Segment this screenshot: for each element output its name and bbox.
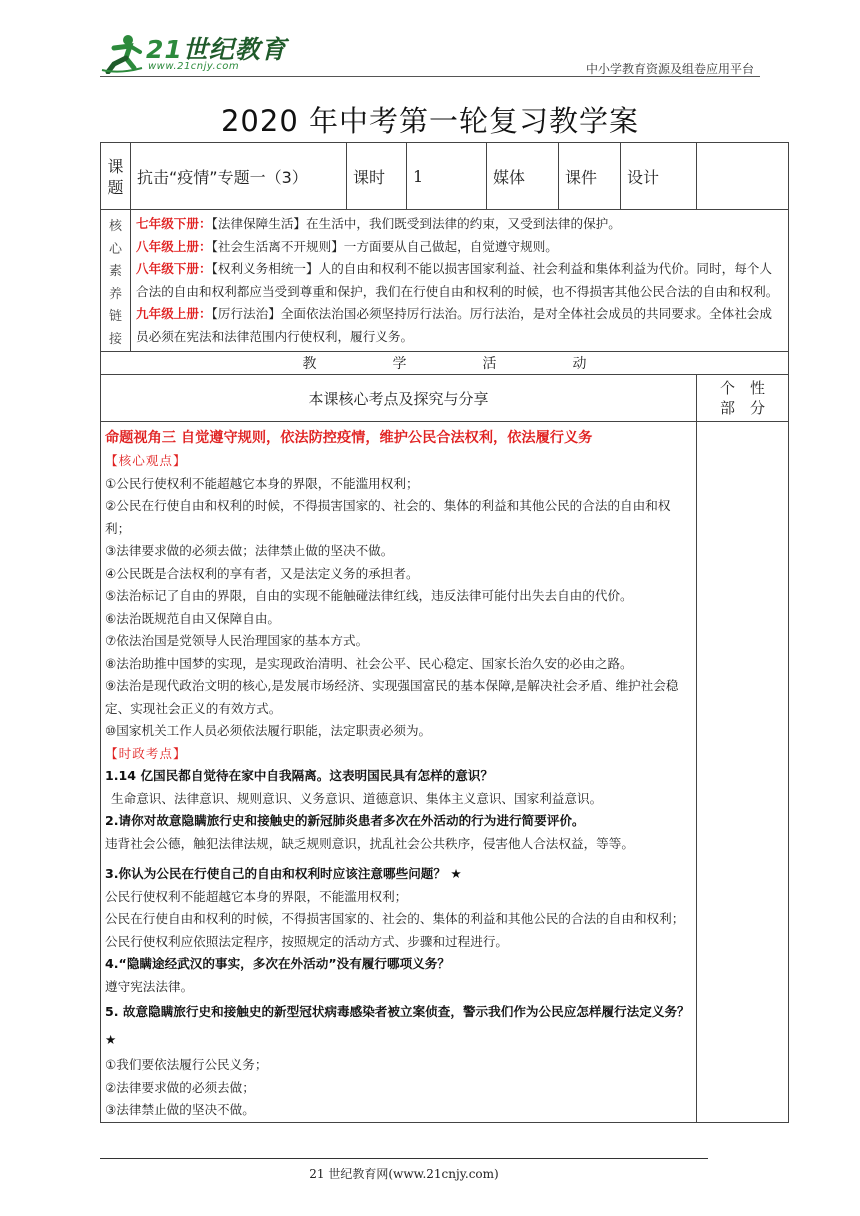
- topic-value: 抗击“疫情”专题一（3）: [131, 143, 347, 210]
- answer-3-line: 公民行使权利不能超越它本身的界限，不能滥用权利；: [105, 888, 408, 904]
- design-value: [697, 143, 789, 210]
- logo-name: 世纪教育: [182, 35, 287, 64]
- lesson-plan-table: [100, 142, 789, 1123]
- runner-logo-icon: [100, 34, 144, 74]
- point-item: ⑩国家机关工作人员必须依法履行职能，法定职责必须为。: [105, 723, 432, 738]
- site-logo[interactable]: [100, 28, 360, 80]
- core-text: 【厉行法治】全面依法治国必须坚持厉行法治。厉行法治，是对全体社会成员的共同要求。全体社会成员必须在宪法和法律范围内行使权利，履行义务。: [136, 306, 772, 344]
- core-text: 【权利义务相统一】人的自由和权利不能以损害国家利益、社会利益和集体利益为代价。同时，每个人合法的自由和权利都应当受到尊重和保护，我们在行使自由和权利的时候，也不得损害其他公民合法的自由和权利。: [136, 261, 779, 299]
- header-divider: [100, 76, 760, 77]
- core-label: 核心素养链接: [108, 219, 122, 347]
- grade-label: 八年级下册：: [136, 261, 212, 276]
- answer-1: 生命意识、法律意识、规则意识、义务意识、道德意识、集体主义意识、国家利益意识。: [111, 790, 603, 806]
- answer-5-line: ③法律禁止做的坚决不做。: [105, 1102, 255, 1117]
- answer-5-line: ①我们要依法履行公民义务；: [105, 1057, 268, 1072]
- core-text: 【社会生活离不开规则】一方面要从自己做起，自觉遵守规则。: [211, 238, 558, 254]
- activity-char: 活: [482, 356, 497, 372]
- spacer: [105, 855, 691, 863]
- footer-divider: [100, 1158, 708, 1159]
- footer-text[interactable]: 21 世纪教育网(www.21cnjy.com): [309, 1167, 499, 1181]
- answer-3-line: 公民行使权利应依照法定程序，按照规定的活动方式、步骤和过程进行。: [105, 933, 508, 949]
- core-line: [136, 258, 783, 303]
- point-item: ④公民既是合法权利的享有者，又是法定义务的承担者。: [105, 565, 419, 581]
- point-item: ⑦依法治国是党领导人民治理国家的基本方式。: [105, 633, 369, 648]
- activity-char: 动: [572, 356, 587, 372]
- point-item: ⑤法治标记了自由的界限，自由的实现不能触碰法律红线，违反法律可能付出失去自由的代价。: [105, 588, 633, 603]
- grade-label: 七年级下册：: [136, 216, 212, 231]
- logo-url: www.21cnjy.com: [148, 61, 240, 72]
- activity-char: 教: [302, 356, 317, 372]
- answer-5-line: ②法律要求做的必须去做；: [105, 1079, 255, 1095]
- content-row: [101, 422, 789, 1123]
- point-item: ③法律要求做的必须去做；法律禁止做的坚决不做。: [105, 543, 394, 558]
- header-platform-text: 中小学教育资源及组卷应用平台: [585, 62, 754, 76]
- point-item: ①公民行使权利不能超越它本身的界限，不能滥用权利；: [105, 475, 419, 491]
- topic-label: 课题: [107, 157, 124, 197]
- personal-section-cell: [697, 422, 789, 1123]
- core-label-cell: [101, 210, 131, 352]
- point-item: ⑨法治是现代政治文明的核心,是发展市场经济、实现强国富民的基本保障,是解决社会矛盾、维护社会稳定、实现社会正义的有效方式。: [105, 678, 679, 716]
- question-3: 3.你认为公民在行使自己的自由和权利时应该注意哪些问题？ ★: [105, 866, 462, 881]
- topic-label-cell: [101, 143, 131, 210]
- personal-line: 部 分: [719, 399, 765, 417]
- core-content: [131, 210, 789, 352]
- question-5: 5. 故意隐瞒旅行史和接触史的新型冠状病毒感染者被立案侦查，警示我们作为公民应怎样履行法定义务？★: [105, 1004, 690, 1047]
- grade-label: 九年级上册：: [136, 306, 212, 321]
- media-value: 课件: [559, 143, 621, 210]
- section-title: 本课核心考点及探究与分享: [101, 375, 697, 422]
- activity-row: [101, 352, 789, 375]
- page-title: 2020 年中考第一轮复习教学案: [220, 104, 640, 138]
- period-label: 课时: [347, 143, 407, 210]
- question-2: 2.请你对故意隐瞒旅行史和接触史的新冠肺炎患者多次在外活动的行为进行简要评价。: [105, 813, 585, 828]
- perspective-title: 命题视角三 自觉遵守规则，依法防控疫情，维护公民合法权利，依法履行义务: [105, 430, 593, 446]
- answer-4: 遵守宪法法律。: [105, 978, 194, 994]
- activity-char: 学: [392, 356, 407, 372]
- grade-label: 八年级上册：: [136, 238, 212, 254]
- answer-3-line: 公民在行使自由和权利的时候，不得损害国家的、社会的、集体的利益和其他公民的合法的自由和权利；: [105, 911, 685, 926]
- design-label: 设计: [621, 143, 697, 210]
- core-row: [101, 210, 789, 352]
- point-item: ⑧法治助推中国梦的实现，是实现政治清明、社会公平、民心稳定、国家长治久安的必由之路。: [105, 655, 633, 671]
- answer-2: 违背社会公德，触犯法律法规，缺乏规则意识，扰乱社会公共秩序，侵害他人合法权益，等等。: [105, 835, 634, 851]
- personal-section-header: [697, 375, 789, 422]
- activity-heading: [101, 352, 789, 375]
- section-header-row: [101, 375, 789, 422]
- point-item: ⑥法治既规范自由又保障自由。: [105, 610, 281, 626]
- core-line: [136, 303, 783, 348]
- content-cell: [101, 422, 697, 1123]
- personal-line: 个 性: [719, 379, 765, 397]
- core-view-label: 【核心观点】: [105, 453, 187, 468]
- point-item: ②公民在行使自由和权利的时候，不得损害国家的、社会的、集体的利益和其他公民的合法的自由和权利；: [105, 498, 671, 536]
- core-line: [136, 213, 783, 236]
- core-text: 【法律保障生活】在生活中，我们既受到法律的约束，又受到法律的保护。: [211, 216, 621, 231]
- period-value: 1: [407, 143, 487, 210]
- info-row: [101, 143, 789, 210]
- media-label: 媒体: [487, 143, 559, 210]
- logo-number: 21: [146, 35, 183, 64]
- core-line: [136, 236, 783, 259]
- question-1: 1.14 亿国民都自觉待在家中自我隔离。这表明国民具有怎样的意识？: [105, 768, 494, 783]
- page-header: [100, 28, 760, 80]
- current-affairs-label: 【时政考点】: [105, 745, 187, 761]
- question-4: 4.“隐瞒途经武汉的事实，多次在外活动”没有履行哪项义务？: [105, 956, 450, 971]
